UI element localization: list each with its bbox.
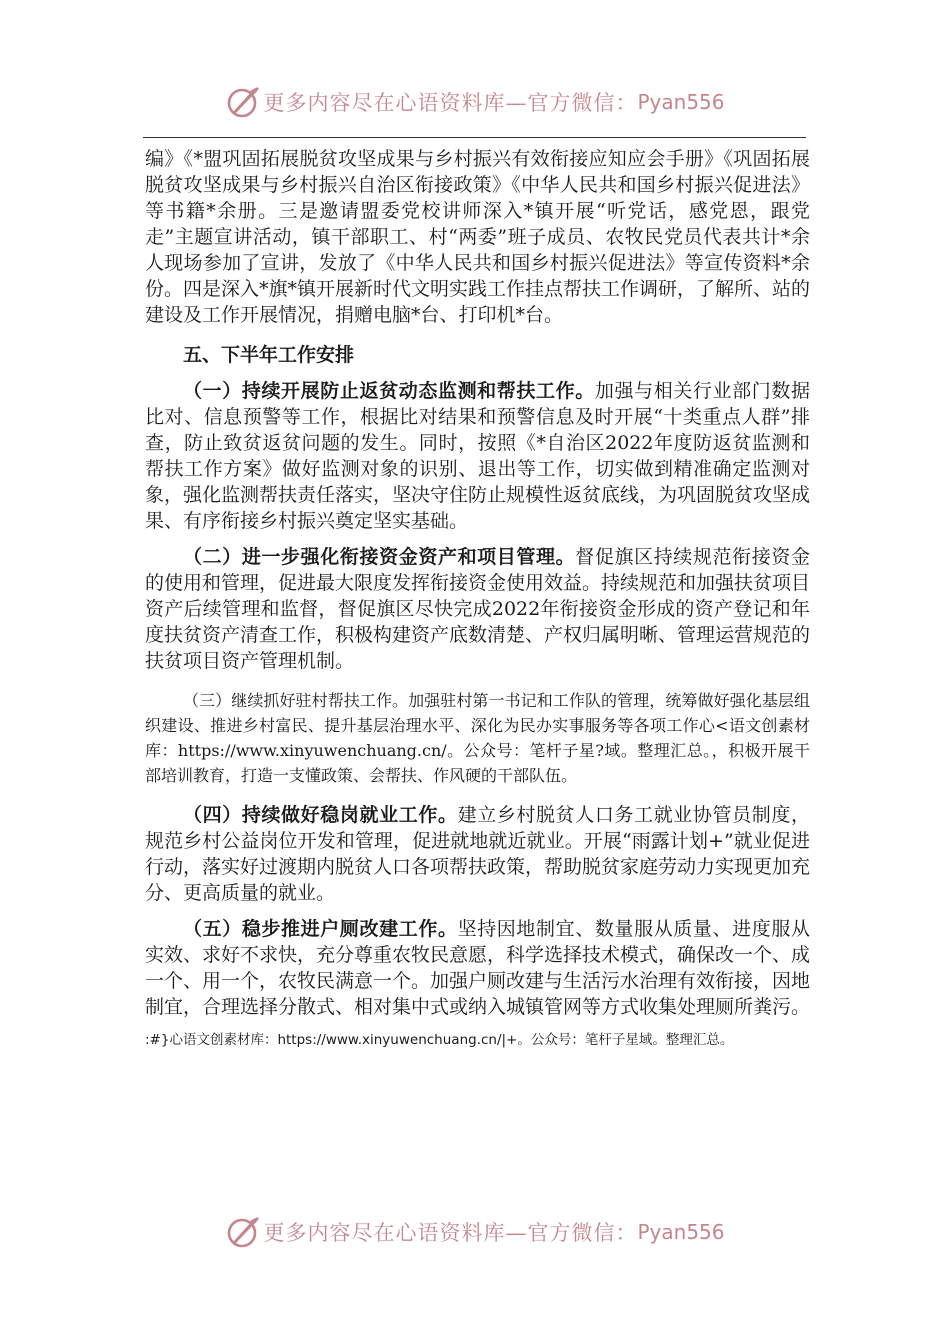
paragraph-2-text: 督促旗区持续规范衔接资金的使用和管理，促进最大限度发挥衔接资金使用效益。持续规范和加强扶贫项目资产后续管理和监督，督促旗区尽快完成2022年衔接资金形成的资产登记和年度扶贫资产清查工作，积极构建资产底数清楚、产权归属明晰、管理运营规范的扶贫项目资产管理机制。 — [145, 546, 811, 672]
paragraph-1 — [145, 378, 810, 534]
footer-watermark-banner — [0, 1212, 950, 1252]
source-footnote: :#}心语文创素材库：https://www.xinyuwenchuang.cn/|+。公众号：笔杆子星域。整理汇总。 — [145, 1032, 734, 1048]
banner-text: 更多内容尽在心语资料库—官方微信： — [263, 1221, 638, 1245]
paragraph-2 — [145, 544, 810, 674]
paragraph-4 — [145, 802, 810, 906]
banner-handle: Pyan556 — [637, 90, 725, 114]
section-heading: 五、下半年工作安排 — [183, 344, 355, 366]
quill-logo-icon — [225, 84, 261, 120]
quill-logo-icon — [225, 1214, 261, 1250]
paragraph-3: （三）继续抓好驻村帮扶工作。加强驻村第一书记和工作队的管理，统筹做好强化基层组织建设、推进乡村富民、提升基层治理水平、深化为民办实事服务等各项工作心<语文创素材库：https://www.xinyuwenchuang.cn/。公众号：笔杆子星?域。整理汇总。，积极开展干部培训教育，打造一支懂政策、会帮扶、作风硬的干部队伍。 — [145, 691, 810, 785]
document-body — [145, 146, 810, 1050]
banner-handle: Pyan556 — [637, 1220, 725, 1244]
paragraph-2-title: （二）进一步强化衔接资金资产和项目管理。 — [183, 546, 576, 568]
header-watermark-banner — [0, 82, 950, 122]
paragraph-5-title: （五）稳步推进户厕改建工作。 — [183, 918, 458, 940]
paragraph-1-title: （一）持续开展防止返贫动态监测和帮扶工作。 — [183, 380, 595, 402]
banner-text: 更多内容尽在心语资料库—官方微信： — [263, 91, 638, 115]
header-divider — [143, 137, 806, 138]
paragraph-1-text: 加强与相关行业部门数据比对、信息预警等工作，根据比对结果和预警信息及时开展“十类重点人群”排查，防止致贫返贫问题的发生。同时，按照《*自治区2022年度防返贫监测和帮扶工作方案》做好监测对象的识别、退出等工作，切实做到精准确定监测对象，强化监测帮扶责任落实，坚决守住防止规模性返贫底线，为巩固脱贫攻坚成果、有序衔接乡村振兴奠定坚实基础。 — [145, 380, 811, 532]
paragraph-4-title: （四）持续做好稳岗就业工作。 — [183, 804, 458, 826]
paragraph-4-text: 建立乡村脱贫人口务工就业协管员制度，规范乡村公益岗位开发和管理，促进就地就近就业。开展“雨露计划+”就业促进行动，落实好过渡期内脱贫人口各项帮扶政策，帮助脱贫家庭劳动力实现更加充分、更高质量的就业。 — [145, 804, 811, 904]
intro-paragraph: 编》《*盟巩固拓展脱贫攻坚成果与乡村振兴有效衔接应知应会手册》《巩固拓展脱贫攻坚成果与乡村振兴自治区衔接政策》《中华人民共和国乡村振兴促进法》等书籍*余册。三是邀请盟委党校讲师深入*镇开展“听党话，感党恩，跟党走”主题宣讲活动，镇干部职工、村“两委”班子成员、农牧民党员代表共计*余人现场参加了宣讲，发放了《中华人民共和国乡村振兴促进法》等宣传资料*余份。四是深入*旗*镇开展新时代文明实践工作挂点帮扶工作调研，了解所、站的建设及工作开展情况，捐赠电脑*台、打印机*台。 — [145, 148, 811, 326]
paragraph-5 — [145, 916, 810, 1020]
paragraph-5-text: 坚持因地制宜、数量服从质量、进度服从实效、求好不求快，充分尊重农牧民意愿，科学选择技术模式，确保改一个、成一个、用一个，农牧民满意一个。加强户厕改建与生活污水治理有效衔接，因地制宜，合理选择分散式、相对集中式或纳入城镇管网等方式收集处理厕所粪污。 — [145, 918, 811, 1018]
